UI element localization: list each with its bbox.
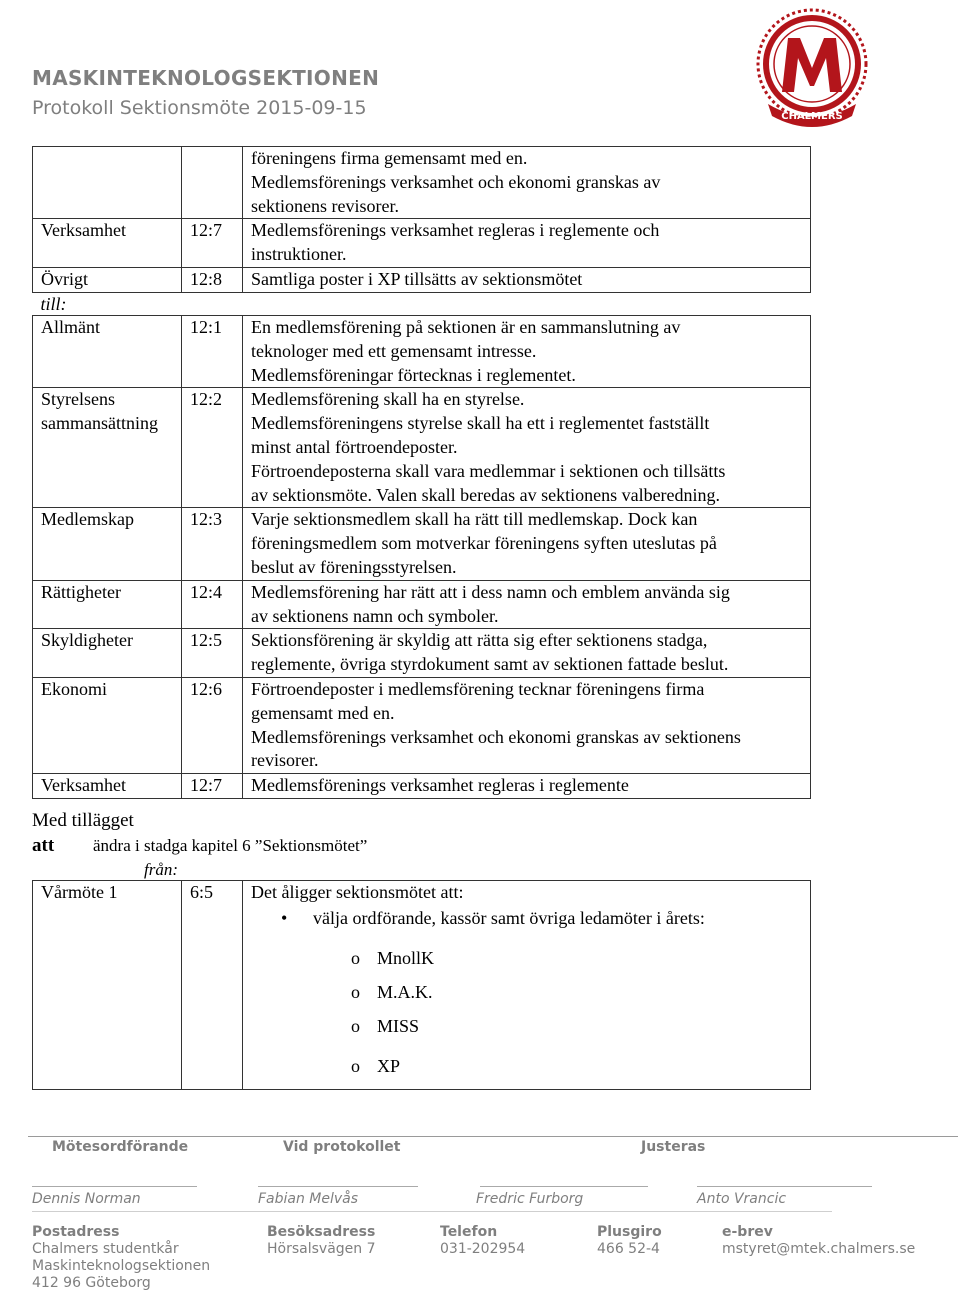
text-line: föreningsmedlem som motverkar föreningens syften uteslutas på xyxy=(251,533,717,554)
section-cell: Vårmöte 1 xyxy=(33,881,182,1090)
visiting-address xyxy=(267,1224,376,1258)
number-cell: 12:6 xyxy=(182,677,243,773)
text-cell xyxy=(243,147,811,219)
text-line: Förtroendeposterna skall vara medlemmar i sektionen och tillsätts xyxy=(251,460,726,481)
text-cell xyxy=(243,388,811,508)
signature-line xyxy=(480,1186,648,1187)
number-cell: 6:5 xyxy=(182,881,243,1090)
text-line: Varje sektionsmedlem skall ha rätt till medlemskap. Dock kan xyxy=(251,509,698,530)
postal-address-heading: Postadress xyxy=(32,1224,120,1240)
signer-name: Fredric Furborg xyxy=(476,1191,584,1207)
text-cell xyxy=(243,508,811,580)
bullet-item xyxy=(251,907,810,931)
table-row xyxy=(33,267,811,292)
postal-address-line: 412 96 Göteborg xyxy=(32,1275,151,1291)
chalmers-m-logo xyxy=(748,6,876,130)
bullet-text: välja ordförande, kassör samt övriga ledamöter i årets: xyxy=(313,907,705,928)
circle-bullet-icon: o xyxy=(351,981,360,1002)
text-line: av sektionsmöte. Valen skall beredas av sektionens valberedning. xyxy=(251,484,721,505)
section-cell: Övrigt xyxy=(33,267,182,292)
text-line: reglemente, övriga styrdokument samt av sektionen fattade beslut. xyxy=(251,654,729,675)
text-line: Medlemsföreningar förtecknas i reglementet. xyxy=(251,364,576,385)
bullet-icon: • xyxy=(281,907,288,928)
section-cell: Rättigheter xyxy=(33,580,182,629)
att-text: ändra i stadga kapitel 6 ”Sektionsmötet” xyxy=(93,836,368,855)
email xyxy=(722,1224,915,1258)
text-cell xyxy=(243,629,811,678)
text-line: Medlemsförenings verksamhet och ekonomi granskas av xyxy=(251,171,661,192)
text-line: föreningens firma gemensamt med en. xyxy=(251,148,528,168)
text-line: Medlemsförenings verksamhet regleras i reglemente och xyxy=(251,220,660,241)
visiting-address-heading: Besöksadress xyxy=(267,1224,376,1240)
circle-bullet-icon: o xyxy=(351,947,360,968)
table-row xyxy=(33,388,811,508)
signer-name: Fabian Melvås xyxy=(258,1191,359,1207)
section-cell: Allmänt xyxy=(33,316,182,388)
section-cell: Medlemskap xyxy=(33,508,182,580)
plusgiro xyxy=(597,1224,662,1258)
text-cell xyxy=(243,580,811,629)
number-cell: 12:5 xyxy=(182,629,243,678)
signature-role: Justeras xyxy=(641,1139,706,1155)
list-item-text: MISS xyxy=(377,1015,420,1036)
text-line: Medlemsförening har rätt att i dess namn och emblem använda sig xyxy=(251,581,730,602)
phone xyxy=(440,1224,525,1258)
number-cell: 12:3 xyxy=(182,508,243,580)
number-cell xyxy=(182,147,243,219)
table-row xyxy=(33,580,811,629)
circle-bullet-icon: o xyxy=(351,1015,360,1036)
text-line: gemensamt med en. xyxy=(251,702,395,723)
signer-name: Dennis Norman xyxy=(32,1191,141,1207)
number-cell: 12:7 xyxy=(182,219,243,268)
signature-role: Mötesordförande xyxy=(52,1139,189,1155)
section-cell: Skyldigheter xyxy=(33,629,182,678)
signature-line xyxy=(32,1186,197,1187)
statute-table-original xyxy=(32,146,811,317)
till-row xyxy=(33,292,811,316)
email-address: mstyret@mtek.chalmers.se xyxy=(722,1241,916,1257)
text-line: Sektionsförening är skyldig att rätta sig efter sektionens stadga, xyxy=(251,630,708,651)
footer-divider xyxy=(28,1136,958,1137)
section-cell: Styrelsens sammansättning xyxy=(33,388,182,508)
list-item xyxy=(351,975,810,1009)
number-cell: 12:8 xyxy=(182,267,243,292)
text-cell xyxy=(243,677,811,773)
section-cell: Verksamhet xyxy=(33,219,182,268)
signature-line xyxy=(258,1186,418,1187)
text-line: Medlemsföreningens styrelse skall ha ett i reglementet fastställt xyxy=(251,413,710,434)
text-line: revisorer. xyxy=(251,750,319,771)
text-line: Medlemsförenings verksamhet och ekonomi granskas av sektionens xyxy=(251,726,741,747)
postal-address xyxy=(32,1224,210,1292)
list-item-text: XP xyxy=(377,1055,401,1076)
statute-table-new xyxy=(32,315,811,799)
intro-line: Det åligger sektionsmötet att: xyxy=(251,882,464,902)
number-cell: 12:7 xyxy=(182,774,243,799)
phone-number: 031-202954 xyxy=(440,1241,526,1257)
till-label: till: xyxy=(40,293,67,314)
table-row xyxy=(33,881,811,1090)
table-row xyxy=(33,316,811,388)
signature-line xyxy=(697,1186,872,1187)
list-item xyxy=(351,941,810,975)
number-cell: 12:4 xyxy=(182,580,243,629)
text-line: beslut av föreningsstyrelsen. xyxy=(251,556,457,577)
text-line: Medlemsförening skall ha en styrelse. xyxy=(251,389,525,410)
text-cell xyxy=(243,774,811,799)
signature-role: Vid protokollet xyxy=(283,1139,401,1155)
list-item xyxy=(351,1049,810,1083)
number-cell: 12:1 xyxy=(182,316,243,388)
phone-heading: Telefon xyxy=(440,1224,498,1240)
number-cell: 12:2 xyxy=(182,388,243,508)
fran-label: från: xyxy=(144,860,178,879)
text-cell xyxy=(243,267,811,292)
footer-divider-2 xyxy=(32,1211,832,1212)
att-label: att xyxy=(32,835,55,856)
postal-address-line: Maskinteknologsektionen xyxy=(32,1258,211,1274)
section-cell: Verksamhet xyxy=(33,774,182,799)
signer-name: Anto Vrancic xyxy=(697,1191,787,1207)
text-line: Samtliga poster i XP tillsätts av sektionsmötet xyxy=(251,268,583,289)
text-cell xyxy=(243,316,811,388)
document-subtitle: Protokoll Sektionsmöte 2015-09-15 xyxy=(32,97,367,119)
plusgiro-heading: Plusgiro xyxy=(597,1224,662,1240)
circle-bullet-icon: o xyxy=(351,1055,360,1076)
svg-text:CHALMERS: CHALMERS xyxy=(781,111,843,122)
table-row xyxy=(33,219,811,268)
sub-list xyxy=(251,941,810,1083)
text-line: minst antal förtroendeposter. xyxy=(251,436,458,457)
list-item-text: MnollK xyxy=(377,947,435,968)
postal-address-line: Chalmers studentkår xyxy=(32,1241,179,1257)
plusgiro-number: 466 52-4 xyxy=(597,1241,660,1257)
section-cell: Ekonomi xyxy=(33,677,182,773)
addendum-heading: Med tillägget xyxy=(32,810,134,831)
text-line: av sektionens namn och symboler. xyxy=(251,605,499,626)
table-row xyxy=(33,677,811,773)
email-heading: e-brev xyxy=(722,1224,773,1240)
table-row xyxy=(33,774,811,799)
text-cell xyxy=(243,881,811,1090)
text-cell xyxy=(243,219,811,268)
list-item xyxy=(351,1009,810,1043)
text-line: Medlemsförenings verksamhet regleras i reglemente xyxy=(251,775,629,796)
section-cell xyxy=(33,147,182,219)
table-row xyxy=(33,629,811,678)
table-row xyxy=(33,147,811,219)
list-item-text: M.A.K. xyxy=(377,981,433,1002)
table-row xyxy=(33,508,811,580)
visiting-address-line: Hörsalsvägen 7 xyxy=(267,1241,376,1257)
text-line: sektionens revisorer. xyxy=(251,195,399,216)
text-line: En medlemsförening på sektionen är en sammanslutning av xyxy=(251,317,681,337)
text-line: instruktioner. xyxy=(251,244,347,265)
organization-name: MASKINTEKNOLOGSEKTIONEN xyxy=(32,66,380,90)
text-line: teknologer med ett gemensamt intresse. xyxy=(251,340,537,361)
text-line: Förtroendeposter i medlemsförening tecknar föreningens firma xyxy=(251,678,705,699)
statute-table-meeting xyxy=(32,880,811,1090)
